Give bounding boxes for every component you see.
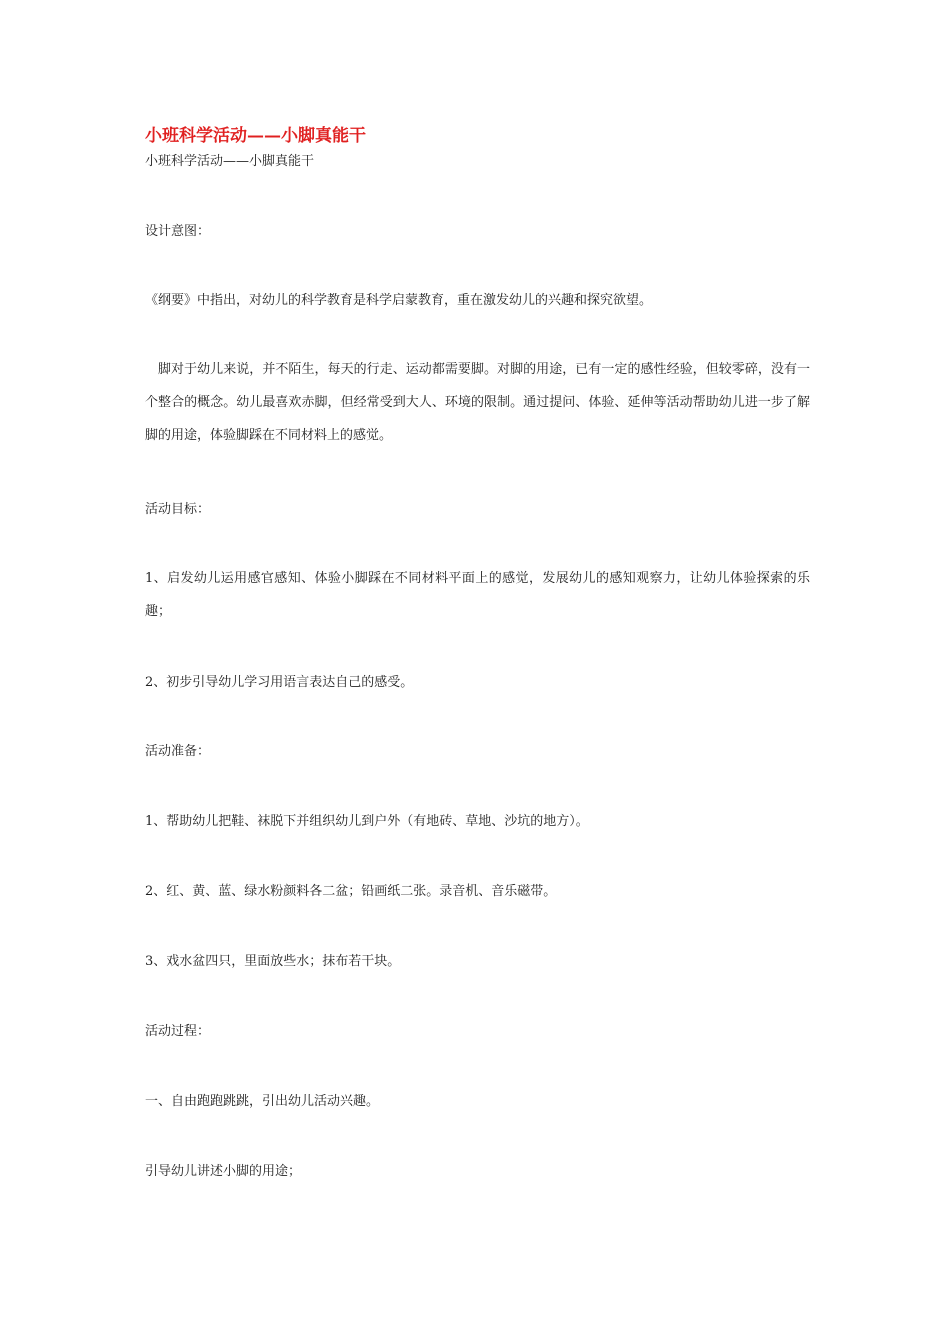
preparation-item-3: 3、戏水盆四只，里面放些水；抹布若干块。 [145,954,401,969]
preparation-item-1: 1、帮助幼儿把鞋、袜脱下并组织幼儿到户外（有地砖、草地、沙坑的地方）。 [145,814,589,829]
design-intent-heading: 设计意图： [145,224,211,239]
process-heading: 活动过程： [145,1024,211,1039]
preparation-item-2: 2、红、黄、蓝、绿水粉颜料各二盆；铅画纸二张。录音机、音乐磁带。 [145,884,557,899]
goal-item-1: 1、启发幼儿运用感官感知、体验小脚踩在不同材料平面上的感觉，发展幼儿的感知观察力，让幼儿体验探索的乐趣； [145,571,810,619]
document-subtitle: 小班科学活动——小脚真能干 [145,154,315,169]
design-intent-paragraph-1: 《纲要》中指出，对幼儿的科学教育是科学启蒙教育，重在激发幼儿的兴趣和探究欲望。 [145,293,653,308]
goal-item-2: 2、初步引导幼儿学习用语言表达自己的感受。 [145,675,414,690]
design-intent-paragraph-2: 脚对于幼儿来说，并不陌生，每天的行走、运动都需要脚。对脚的用途，已有一定的感性经验，但较零碎，没有一个整合的概念。幼儿最喜欢赤脚，但经常受到大人、环境的限制。通过提问、体验、延伸等活动帮助幼儿进一步了解脚的用途，体验脚踩在不同材料上的感觉。 [145,362,810,443]
goals-heading: 活动目标： [145,502,211,517]
process-step-1: 一、自由跑跑跳跳，引出幼儿活动兴趣。 [145,1094,380,1109]
preparation-heading: 活动准备： [145,744,211,759]
process-step-1-detail: 引导幼儿讲述小脚的用途； [145,1164,302,1179]
document-title: 小班科学活动——小脚真能干 [145,126,366,146]
